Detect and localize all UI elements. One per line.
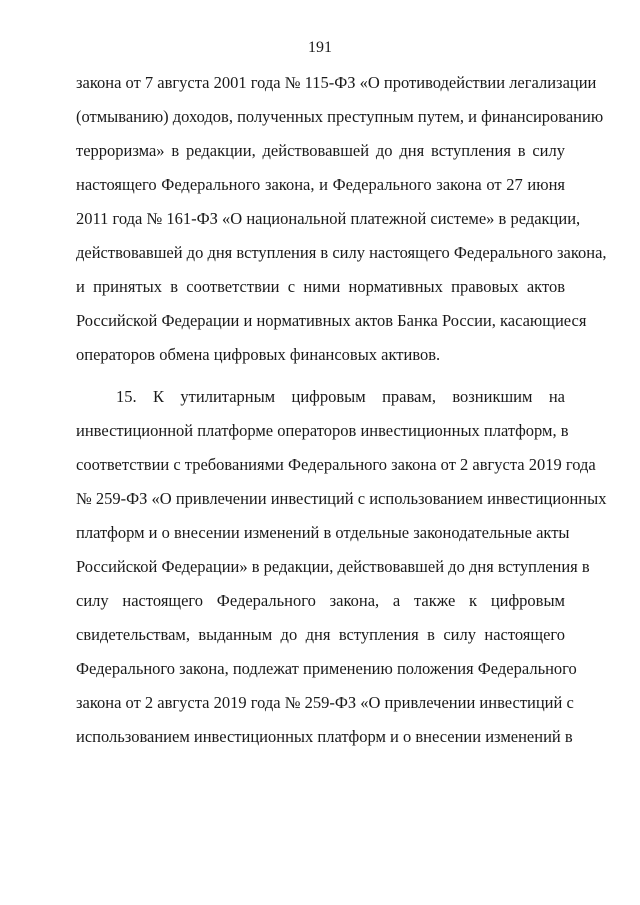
text-line: Российской Федерации» в редакции, действовавшей до дня вступления в xyxy=(76,557,590,576)
text-line: инвестиционной платформе операторов инвестиционных платформ, в xyxy=(76,421,569,440)
text-line: закона от 2 августа 2019 года № 259-ФЗ «О привлечении инвестиций с xyxy=(76,693,574,712)
text-line: действовавшей до дня вступления в силу настоящего Федерального закона, xyxy=(76,243,607,262)
text-line: Российской Федерации и нормативных актов Банка России, касающиеся xyxy=(76,311,587,330)
text-line: настоящего Федерального закона, и Федерального закона от 27 июня xyxy=(76,175,565,194)
text-line: № 259-ФЗ «О привлечении инвестиций с использованием инвестиционных xyxy=(76,489,607,508)
paragraph-continuation xyxy=(76,66,607,372)
paragraph-15 xyxy=(76,380,607,754)
text-line: операторов обмена цифровых финансовых активов. xyxy=(76,345,441,364)
text-line: Федерального закона, подлежат применению положения Федерального xyxy=(76,659,577,678)
text-line: (отмыванию) доходов, полученных преступным путем, и финансированию xyxy=(76,107,604,126)
text-line: 2011 года № 161-ФЗ «О национальной платежной системе» в редакции, xyxy=(76,209,581,228)
text-line: 15. К утилитарным цифровым правам, возникшим на xyxy=(116,387,565,406)
text-line: закона от 7 августа 2001 года № 115-ФЗ «О противодействии легализации xyxy=(76,73,597,92)
page-number: 191 xyxy=(308,39,332,56)
text-line: силу настоящего Федерального закона, а также к цифровым xyxy=(76,591,565,610)
text-line: терроризма» в редакции, действовавшей до дня вступления в силу xyxy=(76,141,565,160)
text-line: использованием инвестиционных платформ и о внесении изменений в xyxy=(76,727,573,746)
text-line: и принятых в соответствии с ними нормативных правовых актов xyxy=(76,277,565,296)
text-line: свидетельствам, выданным до дня вступления в силу настоящего xyxy=(76,625,565,644)
text-line: платформ и о внесении изменений в отдельные законодательные акты xyxy=(76,523,570,542)
text-line: соответствии с требованиями Федерального закона от 2 августа 2019 года xyxy=(76,455,596,474)
